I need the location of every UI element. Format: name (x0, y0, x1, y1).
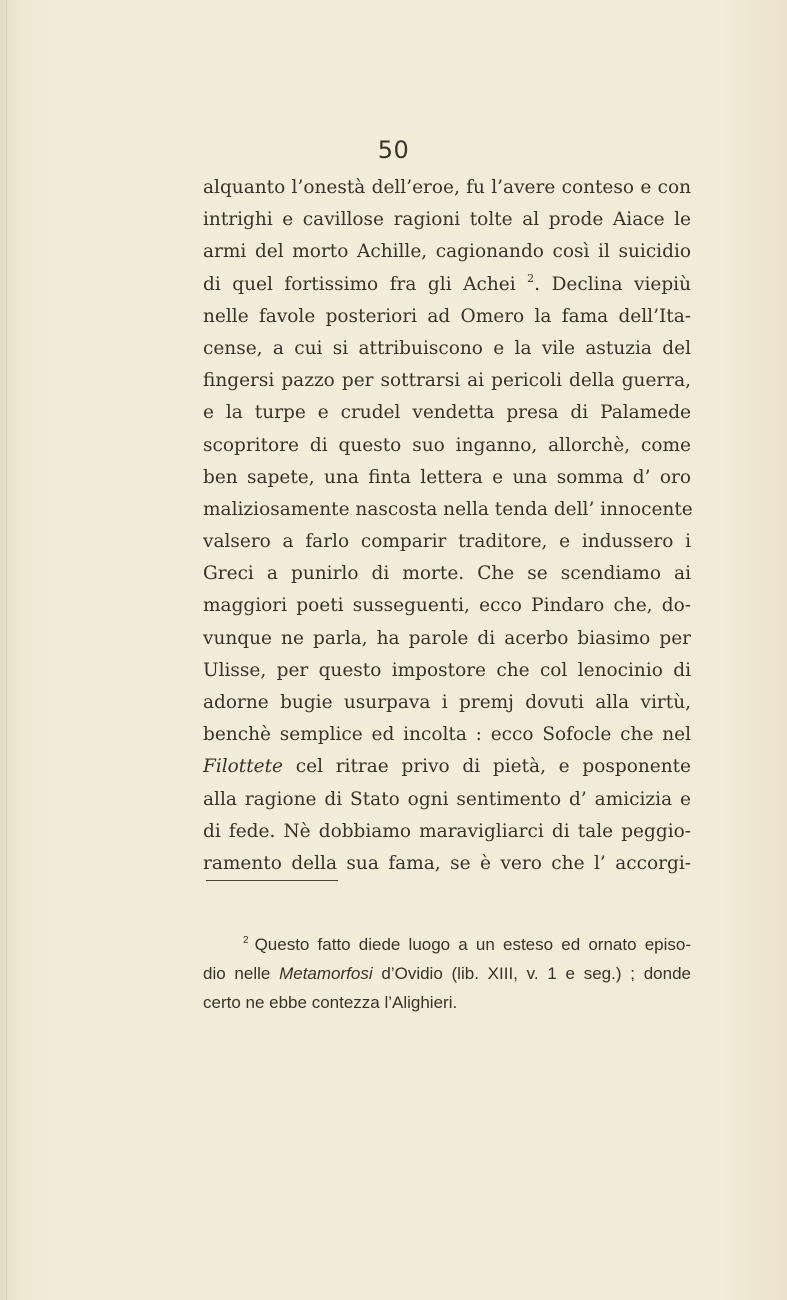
text-line: benchè semplice ed incolta : ecco Sofocle che nel (203, 724, 691, 746)
text-line: vunque ne parla, ha parole di acerbo biasimo per (203, 627, 691, 649)
text-line: Greci a punirlo di morte. Che se scendiamo ai (203, 563, 691, 585)
footnote-segment: dio nelle (203, 964, 280, 983)
footnote-segment: Questo fatto diede luogo a un esteso ed ornato episo- (254, 935, 691, 954)
work-title-italic: Metamorfosi (279, 964, 373, 983)
text-line: fingersi pazzo per sottrarsi ai pericoli della guerra, (203, 370, 691, 392)
text-line: maggiori poeti susseguenti, ecco Pindaro che, do- (203, 595, 691, 617)
page-number: 50 (377, 136, 410, 164)
text-line: alla ragione di Stato ogni sentimento d’ amicizia e (203, 788, 691, 810)
footnote-marker: 2 (243, 935, 249, 946)
text-line: e la turpe e crudel vendetta presa di Palamede (203, 402, 691, 424)
text-segment: cel ritrae privo di pietà, e posponente (283, 756, 691, 778)
text-line: di fede. Nè dobbiamo maravigliarci di tale peggio- (203, 820, 691, 842)
text-line: nelle favole posteriori ad Omero la fama dell’Ita- (203, 305, 691, 327)
text-line: maliziosamente nascosta nella tenda dell’ innocente (203, 498, 693, 520)
footnote-reference: 2 (527, 271, 535, 285)
text-line: alquanto l’onestà dell’eroe, fu l’avere conteso e con (203, 177, 691, 198)
text-line: scopritore di questo suo inganno, allorchè, come (203, 434, 691, 456)
text-line: valsero a farlo comparir traditore, e indussero i (203, 531, 691, 553)
work-title-italic: Filottete (203, 756, 284, 778)
body-text (203, 172, 691, 880)
text-line: Ulisse, per questo impostore che col lenocinio di (203, 659, 691, 681)
text-line (203, 269, 691, 301)
text-line (203, 751, 691, 783)
footnote-line (203, 959, 691, 988)
text-segment: di quel fortissimo fra gli Achei (203, 273, 516, 295)
text-line: cense, a cui si attribuiscono e la vile astuzia del (203, 337, 691, 359)
text-line: intrighi e cavillose ragioni tolte al prode Aiace le (203, 209, 691, 231)
text-line: adorne bugie usurpava i premj dovuti alla virtù, (203, 692, 691, 713)
text-line: armi del morto Achille, cagionando così il suicidio (203, 241, 691, 263)
footnote-segment: d’Ovidio (lib. XIII, v. 1 e seg.) ; donde (372, 964, 691, 983)
page-edge-shadow (6, 0, 7, 1300)
footnote-line: certo ne ebbe contezza l’Alighieri. (203, 993, 458, 1012)
text-line: ben sapete, una finta lettera e una somma d’ oro (203, 466, 691, 488)
text-line: ramento della sua fama, se è vero che l’ accorgi- (203, 852, 691, 874)
text-segment: . Declina viepiù (534, 273, 691, 295)
footnote-line (203, 930, 691, 959)
footnote-divider (206, 880, 338, 881)
footnote (203, 930, 691, 1017)
